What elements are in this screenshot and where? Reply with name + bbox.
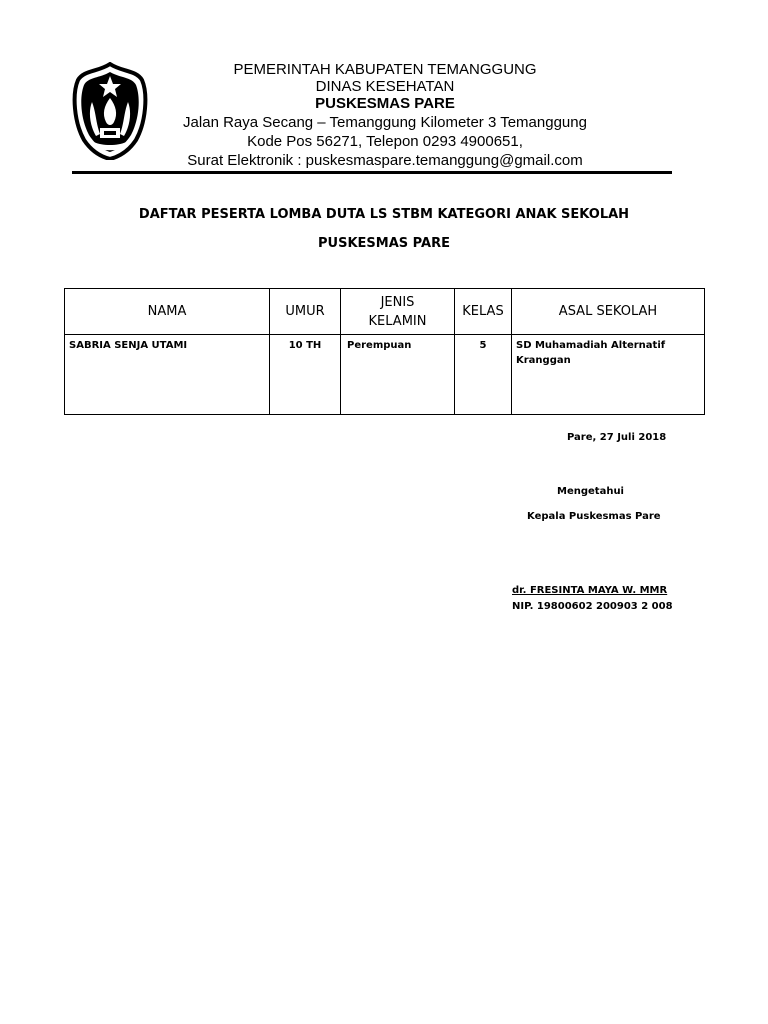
document-subtitle: PUSKESMAS PARE (318, 236, 450, 251)
header-jenis-line2: KELAMIN (368, 313, 427, 329)
signer-name: dr. FRESINTA MAYA W. MMR (512, 585, 668, 596)
header-address: Jalan Raya Secang – Temanggung Kilometer 3 Temanggung (183, 114, 587, 131)
header-nama: NAMA (65, 289, 270, 335)
header-jenis-kelamin (341, 289, 455, 335)
letterhead-divider (72, 171, 672, 174)
mengetahui-label: Mengetahui (557, 486, 624, 497)
header-department: DINAS KESEHATAN (315, 78, 455, 95)
cell-nama: SABRIA SENJA UTAMI (65, 335, 270, 415)
header-kelas: KELAS (455, 289, 512, 335)
signer-nip: NIP. 19800602 200903 2 008 (512, 601, 673, 612)
cell-asal-line1: SD Muhamadiah Alternatif (516, 340, 666, 351)
header-umur: UMUR (270, 289, 341, 335)
signer-position: Kepala Puskesmas Pare (527, 511, 661, 522)
letterhead (150, 61, 620, 169)
header-jenis-line1: JENIS (380, 294, 415, 310)
kabupaten-temanggung-emblem-icon (70, 62, 150, 160)
place-date: Pare, 27 Juli 2018 (567, 432, 667, 443)
header-government: PEMERINTAH KABUPATEN TEMANGGUNG (233, 61, 537, 78)
header-puskesmas: PUSKESMAS PARE (315, 95, 455, 112)
header-asal-sekolah: ASAL SEKOLAH (512, 289, 705, 335)
table-header-row (65, 289, 705, 335)
header-email: Surat Elektronik : puskesmaspare.temanggung@gmail.com (187, 152, 583, 169)
header-postcode-phone: Kode Pos 56271, Telepon 0293 4900651, (247, 133, 523, 150)
document-title: DAFTAR PESERTA LOMBA DUTA LS STBM KATEGORI ANAK SEKOLAH (138, 207, 630, 222)
cell-jenis-kelamin: Perempuan (341, 335, 455, 415)
cell-asal-line2: Kranggan (516, 355, 571, 366)
table-row (65, 335, 705, 415)
cell-kelas: 5 (455, 335, 512, 415)
cell-asal-sekolah (512, 335, 705, 415)
cell-umur: 10 TH (270, 335, 341, 415)
participants-table (64, 288, 705, 415)
